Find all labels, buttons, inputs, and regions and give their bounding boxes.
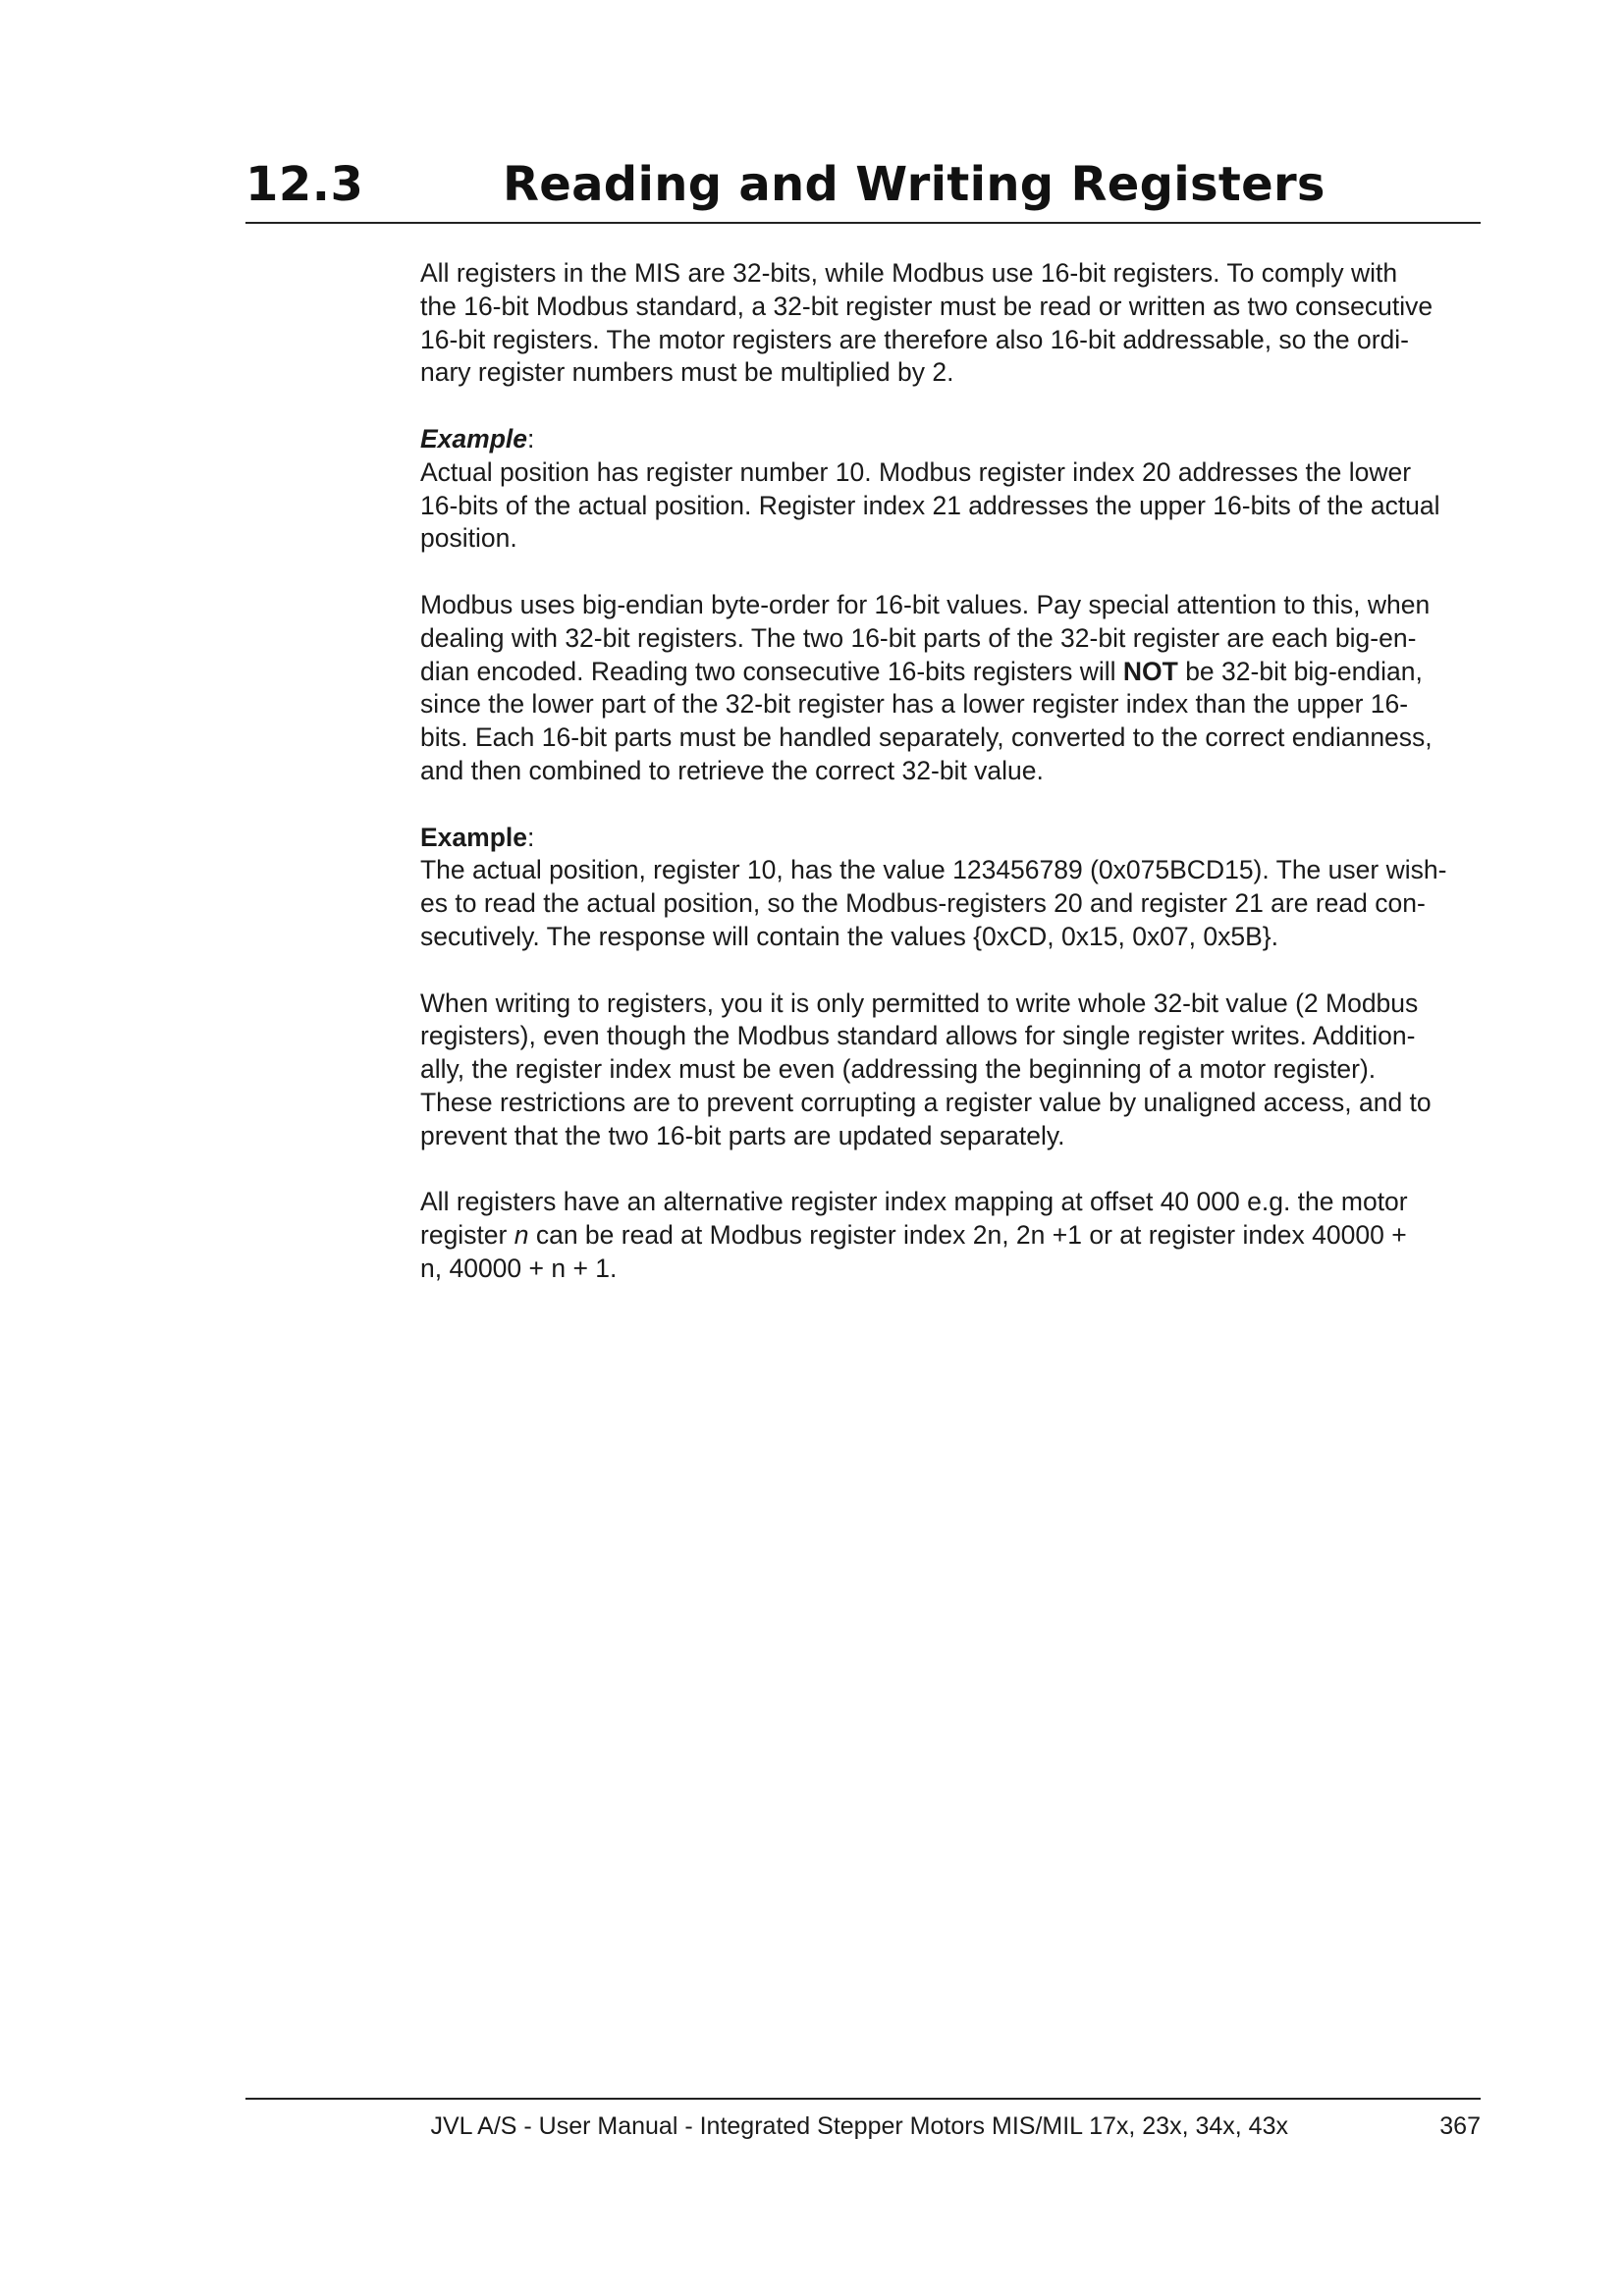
text-line: Actual position has register number 10. Modbus register index 20 addresses the lower — [420, 456, 1412, 487]
example-label-text: Example — [420, 822, 528, 852]
text-line — [420, 1219, 1481, 1253]
footer-divider — [245, 2098, 1481, 2100]
paragraph-register-size — [420, 257, 1481, 390]
example-label — [420, 423, 1481, 456]
example-label — [420, 822, 1481, 855]
text-line: es to read the actual position, so the Modbus-registers 20 and register 21 are read con- — [420, 888, 1426, 919]
text-fragment: be 32-bit big-endian, — [1177, 656, 1423, 686]
text-line: nary register numbers must be multiplied by 2. — [420, 357, 954, 388]
page-number: 367 — [1439, 2112, 1481, 2140]
text-line: Modbus uses big-endian byte-order for 16-bit values. Pay special attention to this, when — [420, 589, 1431, 619]
text-line: These restrictions are to prevent corrupting a register value by unaligned access, and to — [420, 1087, 1432, 1117]
paragraph-endianness — [420, 589, 1481, 788]
text-line: and then combined to retrieve the correct 32-bit value. — [420, 755, 1044, 785]
variable-n: n — [514, 1220, 529, 1251]
text-line: since the lower part of the 32-bit register has a lower register index than the upper 16- — [420, 689, 1409, 720]
text-line: position. — [420, 523, 517, 554]
text-line: dealing with 32-bit registers. The two 16-bit parts of the 32-bit register are each big-en- — [420, 622, 1417, 653]
text-line: bits. Each 16-bit parts must be handled separately, converted to the correct endianness, — [420, 722, 1433, 753]
example-block-1 — [420, 423, 1481, 556]
text-line: n, 40000 + n + 1. — [420, 1253, 618, 1283]
text-line — [420, 656, 1481, 689]
text-line: 16-bits of the actual position. Register index 21 addresses the upper 16-bits of the actual — [420, 490, 1440, 520]
text-fragment: register — [420, 1220, 514, 1251]
paragraph-offset-mapping — [420, 1186, 1481, 1285]
text-line: prevent that the two 16-bit parts are updated separately. — [420, 1120, 1065, 1150]
text-line: registers), even though the Modbus standard allows for single register writes. Addition- — [420, 1021, 1416, 1051]
text-line: All registers in the MIS are 32-bits, while Modbus use 16-bit registers. To comply with — [420, 258, 1398, 288]
example-label-text: Example — [420, 423, 528, 454]
text-line: secutively. The response will contain the values {0xCD, 0x15, 0x07, 0x5B}. — [420, 921, 1279, 951]
text-fragment: dian encoded. Reading two consecutive 16-bits registers will — [420, 656, 1123, 686]
example-label-colon: : — [527, 822, 535, 852]
text-line: the 16-bit Modbus standard, a 32-bit register must be read or written as two consecutive — [420, 291, 1434, 321]
text-line: When writing to registers, you it is only permitted to write whole 32-bit value (2 Modbus — [420, 988, 1419, 1018]
text-fragment: can be read at Modbus register index 2n, 2n +1 or at register index 40000 + — [528, 1220, 1407, 1251]
text-line: The actual position, register 10, has the value 123456789 (0x075BCD15). The user wish- — [420, 855, 1447, 885]
footer-title: JVL A/S - User Manual - Integrated Stepper Motors MIS/MIL 17x, 23x, 34x, 43x — [430, 2112, 1288, 2140]
paragraph-write-restrictions — [420, 988, 1481, 1153]
section-title: Reading and Writing Registers — [503, 157, 1325, 212]
section-number: 12.3 — [245, 157, 364, 212]
example-block-2 — [420, 822, 1481, 954]
text-line: 16-bit registers. The motor registers are therefore also 16-bit addressable, so the ordi- — [420, 324, 1409, 354]
example-label-colon: : — [527, 423, 535, 454]
body-content — [420, 257, 1481, 1319]
section-header — [245, 157, 1481, 224]
text-line: ally, the register index must be even (addressing the beginning of a motor register). — [420, 1054, 1377, 1085]
emphasis-not: NOT — [1122, 656, 1178, 686]
text-line: All registers have an alternative register index mapping at offset 40 000 e.g. the motor — [420, 1187, 1408, 1217]
